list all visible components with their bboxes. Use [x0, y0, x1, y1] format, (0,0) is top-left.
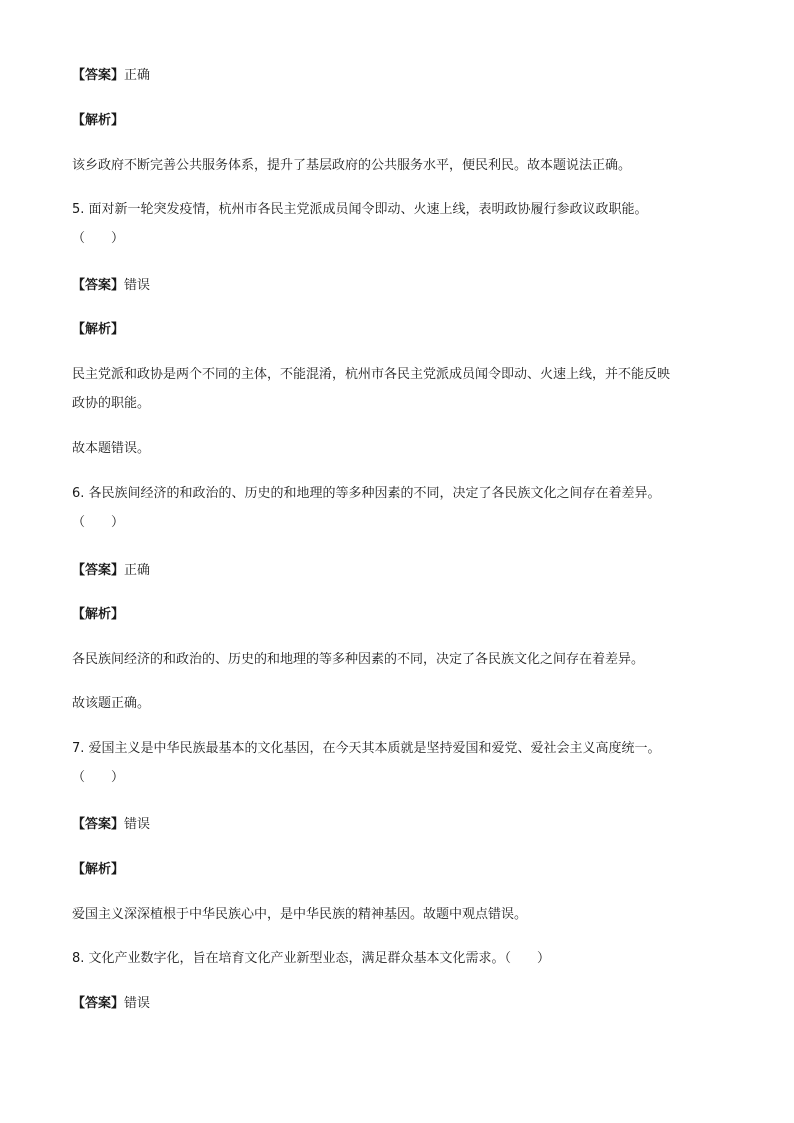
analysis-tag: 【解析】: [72, 607, 125, 622]
question-8: 8. 文化产业数字化，旨在培育文化产业新型业态，满足群众基本文化需求。（ ）: [72, 951, 551, 966]
analysis-line: [72, 606, 124, 624]
answer-tag: 【答案】: [72, 996, 125, 1011]
answer-line: [72, 562, 150, 580]
answer-value: 正确: [124, 563, 151, 578]
answer-tag: 【答案】: [72, 817, 125, 832]
answer-line: [72, 277, 150, 295]
question-5: 5. 面对新一轮突发疫情，杭州市各民主党派成员闻令即动、火速上线，表明政协履行参政议政职能。: [72, 202, 648, 217]
analysis-tag: 【解析】: [72, 322, 125, 337]
analysis-text: 故本题错误。: [72, 441, 151, 456]
analysis-text: 民主党派和政协是两个不同的主体，不能混淆，杭州市各民主党派成员闻令即动、火速上线，并不能反映: [72, 367, 671, 382]
answer-value: 正确: [124, 68, 151, 83]
analysis-text: 爱国主义深深植根于中华民族心中，是中华民族的精神基因。故题中观点错误。: [72, 907, 528, 922]
analysis-line: [72, 861, 124, 879]
answer-tag: 【答案】: [72, 278, 125, 293]
answer-paren: （ ）: [72, 231, 125, 246]
analysis-tag: 【解析】: [72, 862, 125, 877]
answer-value: 错误: [124, 996, 151, 1011]
question-6: 6. 各民族间经济的和政治的、历史的和地理的等多种因素的不同，决定了各民族文化之间存在着差异。: [72, 486, 661, 501]
question-7: 7. 爱国主义是中华民族最基本的文化基因，在今天其本质就是坚持爱国和爱党、爱社会主义高度统一。: [72, 741, 661, 756]
analysis-text: 故该题正确。: [72, 696, 151, 711]
answer-line: [72, 67, 150, 85]
analysis-tag: 【解析】: [72, 113, 125, 128]
answer-line: [72, 995, 150, 1013]
answer-line: [72, 816, 150, 834]
answer-tag: 【答案】: [72, 68, 125, 83]
answer-tag: 【答案】: [72, 563, 125, 578]
answer-paren: （ ）: [72, 515, 125, 530]
analysis-text: 政协的职能。: [72, 396, 151, 411]
analysis-text: 该乡政府不断完善公共服务体系，提升了基层政府的公共服务水平，便民利民。故本题说法正确。: [72, 158, 632, 173]
answer-paren: （ ）: [72, 770, 125, 785]
analysis-line: [72, 321, 124, 339]
analysis-text: 各民族间经济的和政治的、历史的和地理的等多种因素的不同，决定了各民族文化之间存在着差异。: [72, 652, 645, 667]
answer-value: 错误: [124, 278, 151, 293]
answer-value: 错误: [124, 817, 151, 832]
analysis-line: [72, 112, 124, 130]
